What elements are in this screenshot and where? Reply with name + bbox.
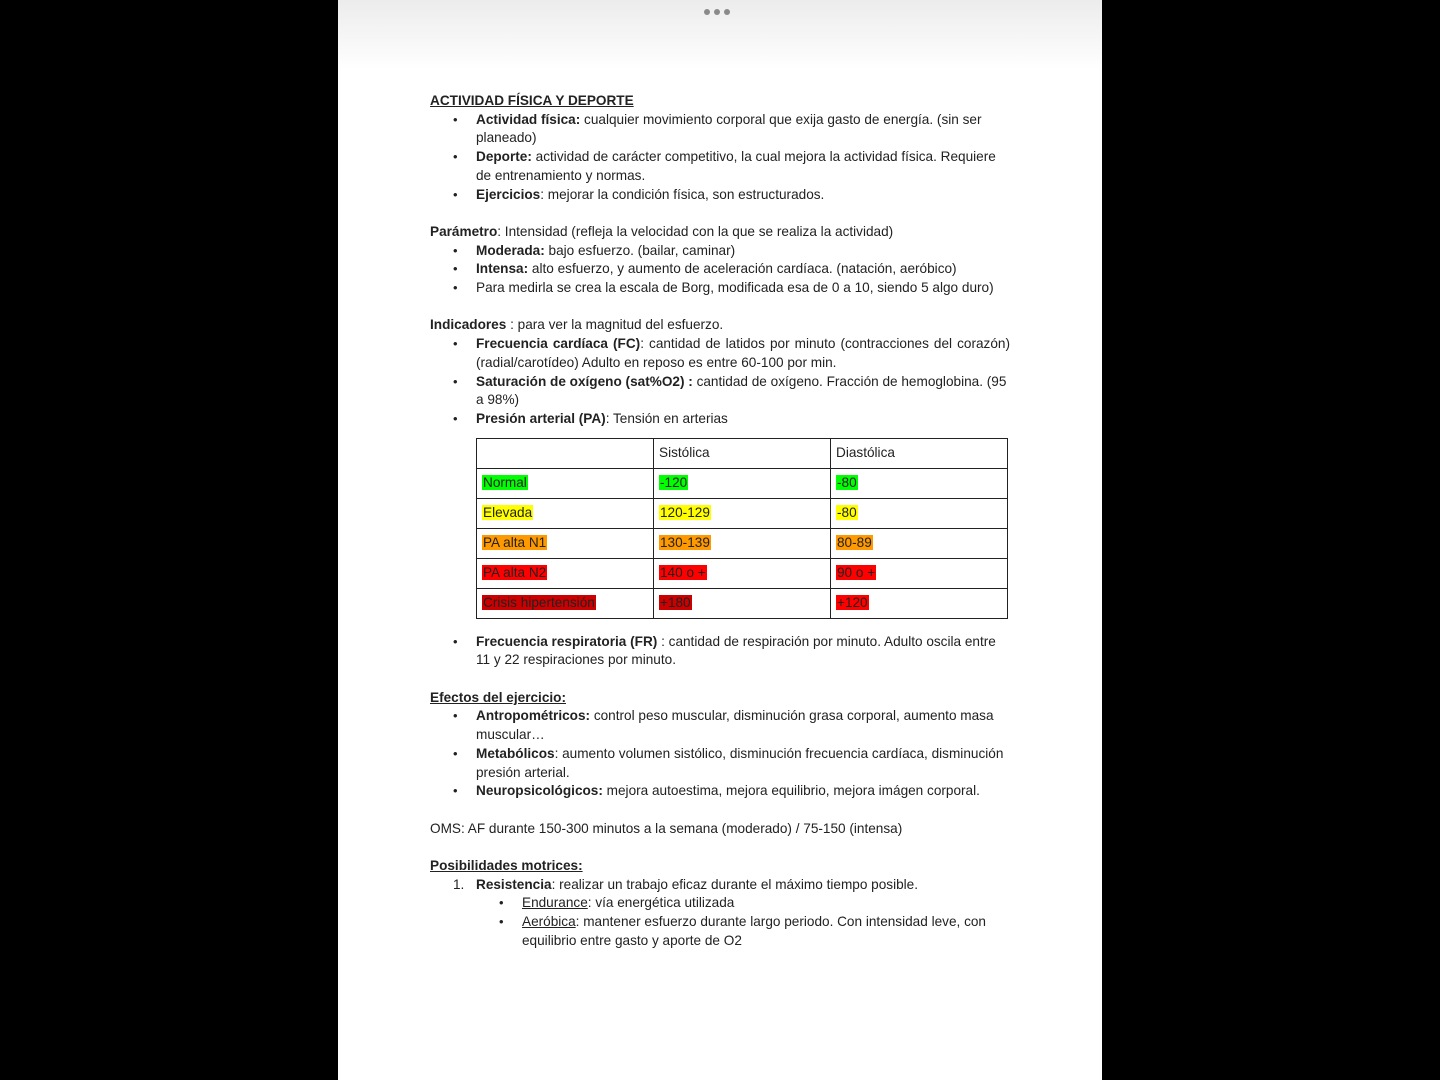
actividad-list [430,111,1010,205]
table-row [477,468,1008,498]
table-header-cell: Diastólica [831,438,1008,468]
efectos-list [430,707,1010,801]
posibilidades-list [430,876,1010,895]
list-item: • Endurance: vía energética utilizada [430,894,1010,913]
parametro-line: Parámetro: Intensidad (refleja la velocidad con la que se realiza la actividad) [430,223,894,239]
list-item: • Metabólicos: aumento volumen sistólico, disminución frecuencia cardíaca, disminución presión arterial. [430,745,1010,782]
list-item: • Para medirla se crea la escala de Borg, modificada esa de 0 a 10, siendo 5 algo duro) [430,279,1010,298]
list-item: • Intensa: alto esfuerzo, y aumento de aceleración cardíaca. (natación, aeróbico) [430,260,1010,279]
category-label: Elevada [483,504,533,520]
oms-line: OMS: AF durante 150-300 minutos a la semana (moderado) / 75-150 (intensa) [430,820,903,836]
list-item: • Ejercicios: mejorar la condición física, son estructurados. [430,186,1010,205]
category-label: Normal [483,474,527,490]
list-item: • Actividad física: cualquier movimiento corporal que exija gasto de energía. (sin ser planeado) [430,111,1010,148]
category-label: PA alta N1 [483,534,547,550]
list-item: • Frecuencia cardíaca (FC): cantidad de latidos por minuto (contracciones del corazón) (radial/carotídeo) Adulto en reposo es entre 60-100 por min. [430,335,1010,372]
systolic-value: -120 [660,474,688,490]
list-item: • Presión arterial (PA): Tensión en arterias [430,410,1010,429]
list-item: • Antropométricos: control peso muscular, disminución grasa corporal, aumento masa muscular… [430,707,1010,744]
section-title-posibilidades: Posibilidades motrices: [430,858,583,874]
systolic-value: +180 [660,594,691,610]
document-content [430,92,1010,951]
section-title-actividad: ACTIVIDAD FÍSICA Y DEPORTE [430,93,634,108]
fr-list [430,633,1010,670]
diastolic-value: 80-89 [837,534,872,550]
list-item: • Moderada: bajo esfuerzo. (bailar, caminar) [430,242,1010,261]
diastolic-value: 90 o + [837,564,876,580]
category-label: Crisis hipertensión [483,594,595,610]
indicadores-line: Indicadores : para ver la magnitud del esfuerzo. [430,317,724,333]
systolic-value: 130-139 [660,534,710,550]
systolic-value: 120-129 [660,504,710,520]
table-row [477,528,1008,558]
more-options-icon[interactable] [704,9,730,15]
document-page [338,0,1102,1080]
category-label: PA alta N2 [483,564,547,580]
parametro-list [430,242,1010,298]
diastolic-value: -80 [837,504,857,520]
indicadores-list [430,335,1010,429]
list-item: 1. Resistencia: realizar un trabajo eficaz durante el máximo tiempo posible. [453,876,919,892]
systolic-value: 140 o + [660,564,706,580]
table-row [477,558,1008,588]
list-item: • Deporte: actividad de carácter competitivo, la cual mejora la actividad física. Requiere de entrenamiento y normas. [430,148,1010,185]
section-title-efectos: Efectos del ejercicio: [430,689,566,705]
table-row [477,588,1008,618]
list-item: • Frecuencia respiratoria (FR) : cantidad de respiración por minuto. Adulto oscila entre 11 y 22 respiraciones por minuto. [430,633,1010,670]
list-item: • Neuropsicológicos: mejora autoestima, mejora equilibrio, mejora imágen corporal. [430,782,1010,801]
table-header-cell: Sistólica [654,438,831,468]
diastolic-value: +120 [837,594,868,610]
table-row [477,498,1008,528]
list-item: • Aeróbica: mantener esfuerzo durante largo periodo. Con intensidad leve, con equilibrio entre gasto y aporte de O2 [430,913,1010,950]
blood-pressure-table [476,438,1008,619]
diastolic-value: -80 [837,474,857,490]
resistencia-sublist [430,894,1010,950]
table-header-cell [477,438,654,468]
list-item: • Saturación de oxígeno (sat%O2) : cantidad de oxígeno. Fracción de hemoglobina. (95 a 98%) [430,373,1010,410]
table-header-row [477,438,1008,468]
